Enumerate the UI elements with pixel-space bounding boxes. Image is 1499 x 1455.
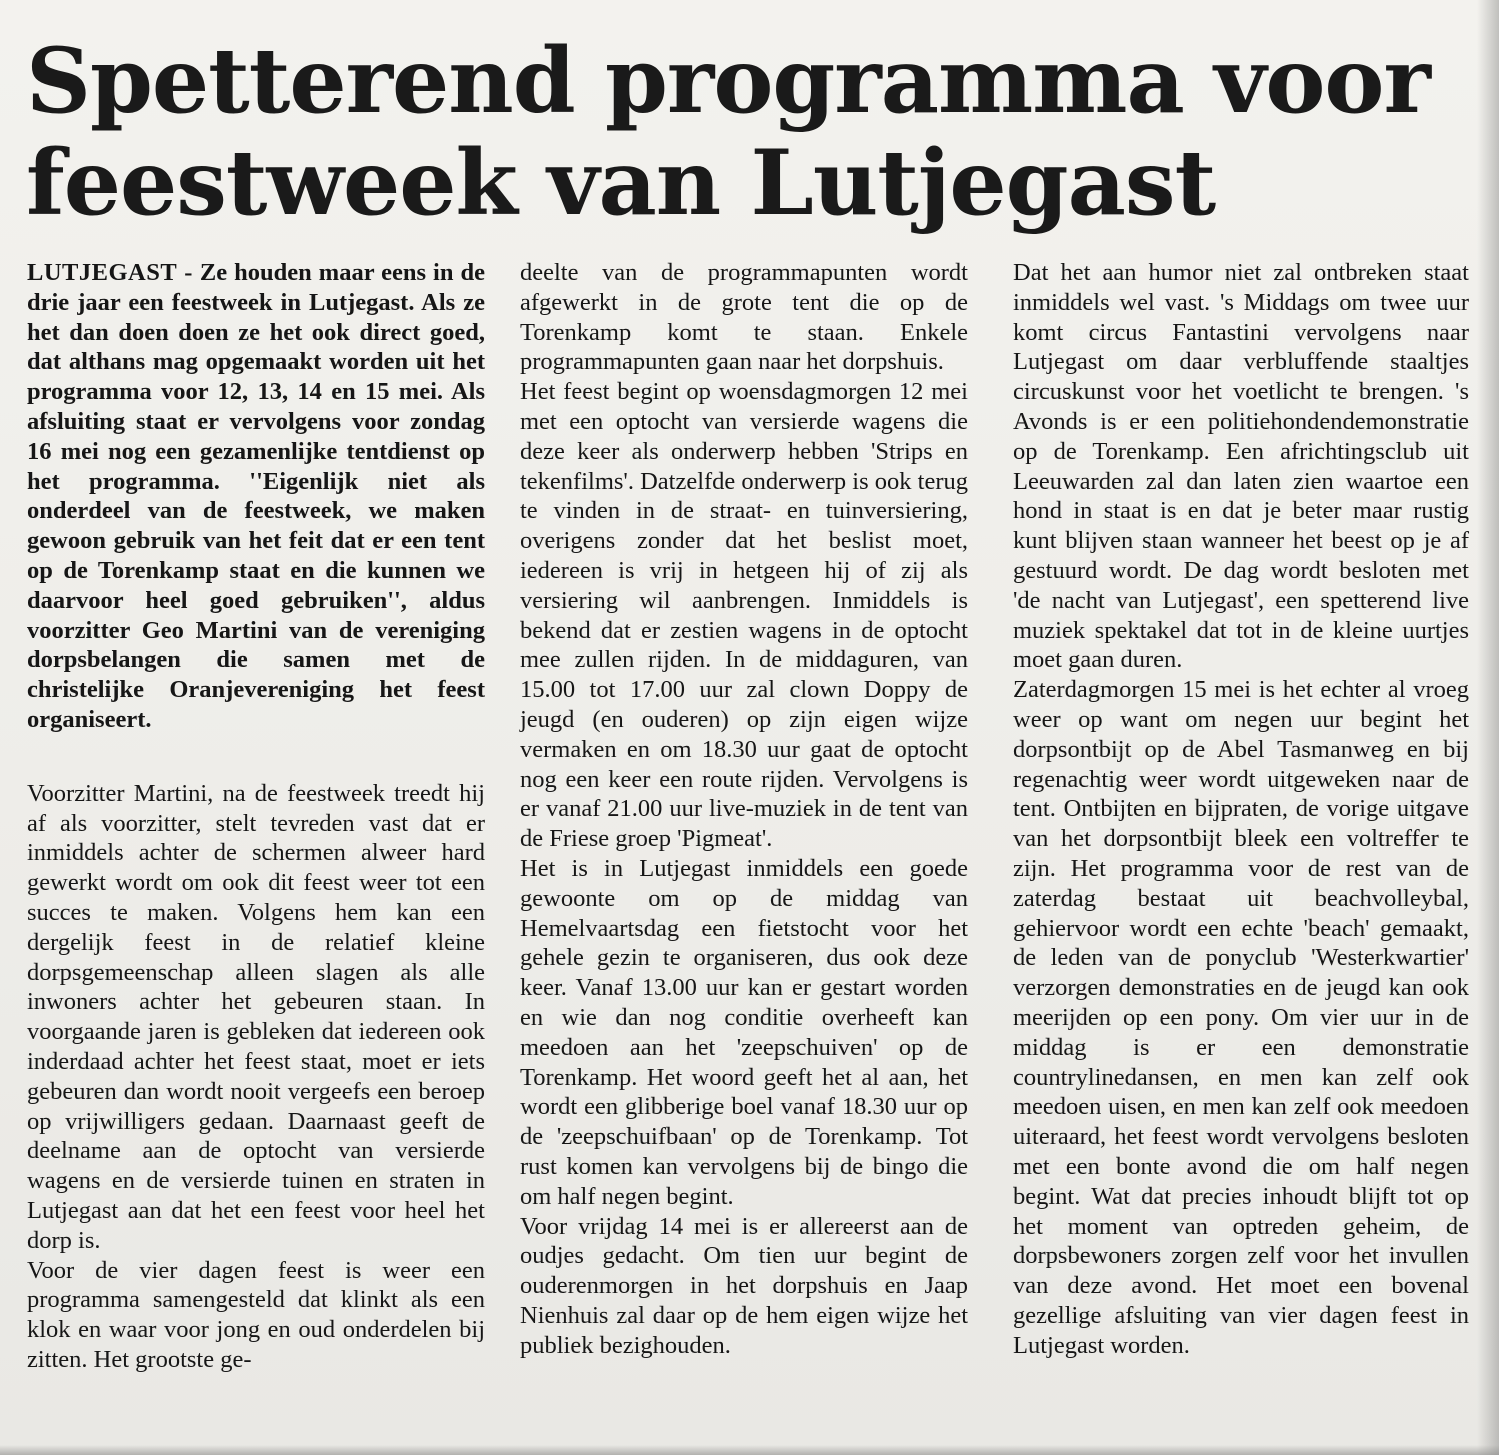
headline-line-1: Spetterend programma voor: [26, 28, 1430, 134]
article-column-1: [27, 258, 485, 1375]
article-column-3: [1013, 258, 1469, 1360]
body-paragraph: Het is in Lutjegast inmiddels een goede gewoonte om op de middag van Hemelvaartsdag een fietstocht voor het gehele gezin te organiseren, dus ook deze keer. Vanaf 13.00 uur kan er gestart worden en wie dan nog conditie overheeft kan meedoen aan het 'zeepschuiven' op de Torenkamp. Het woord geeft het al aan, het wordt een glibberige boel vanaf 18.30 uur op de 'zeepschuifbaan' op de Torenkamp. Tot rust komen kan vervolgens bij de bingo die om half negen begint.: [520, 854, 968, 1210]
body-paragraph: Dat het aan humor niet zal ontbreken staat inmiddels wel vast. 's Middags om twee uur komt circus Fantastini vervolgens naar Lutjegast om daar verbluffende staaltjes circuskunst voor het voetlicht te brengen. 's Avonds is er een politiehondendemonstratie op de Torenkamp. Een africhtingsclub uit Leeuwarden zal dan laten zien waartoe een hond in staat is en dat je beter maar rustig kunt blijven staan wanneer het beest op je af gestuurd wordt. De dag wordt besloten met 'de nacht van Lutjegast', een spetterend live muziek spektakel dat tot in de kleine uurtjes moet gaan duren.: [1013, 259, 1469, 674]
clipping-bottom-edge: [0, 1445, 1499, 1455]
headline: [26, 30, 1466, 234]
body-paragraph: Het feest begint op woensdagmorgen 12 mei met een optocht van versierde wagens die deze keer als onderwerp hebben 'Strips en tekenfilms'. Datzelfde onderwerp is ook terug te vinden in de straat- en tuinversiering, overigens zonder dat het beslist moet, iedereen is vrij in hetgeen hij of zij als versiering wil aanbrengen. Inmiddels is bekend dat er zestien wagens in de optocht mee zullen rijden. In de middaguren, van 15.00 tot 17.00 uur zal clown Doppy de jeugd (en ouderen) op zijn eigen wijze vermaken en om 18.30 uur gaat de optocht nog een keer een route rijden. Vervolgens is er vanaf 21.00 uur live-muziek in de tent van de Friese groep 'Pigmeat'.: [520, 378, 968, 853]
body-paragraph: Voor vrijdag 14 mei is er allereerst aan de oudjes gedacht. Om tien uur begint de ouderenmorgen in het dorpshuis en Jaap Nienhuis zal daar op de hem eigen wijze het publiek bezighouden.: [520, 1212, 968, 1359]
article-column-2: [520, 258, 968, 1360]
clipping-right-edge: [1477, 0, 1499, 1455]
headline-line-2: feestweek van Lutjegast: [26, 130, 1216, 236]
dateline: LUTJEGAST -: [27, 259, 193, 286]
lead-paragraph: [27, 258, 485, 735]
body-paragraph: Voorzitter Martini, na de feestweek treedt hij af als voorzitter, stelt tevreden vast dat er inmiddels achter de schermen alweer hard gewerkt wordt om ook dit feest weer tot een succes te maken. Volgens hem kan een dergelijk feest in de relatief kleine dorpsgemeenschap alleen slagen als alle inwoners achter het gebeuren staan. In voorgaande jaren is gebleken dat iedereen ook inderdaad achter het feest staat, moet er iets gebeuren dan wordt nooit vergeefs een beroep op vrijwilligers gedaan. Daarnaast geeft de deelname aan de optocht van versierde wagens en de versierde tuinen en straten in Lutjegast aan dat het een feest voor heel het dorp is.: [27, 779, 485, 1254]
body-paragraph: Voor de vier dagen feest is weer een programma samengesteld dat klinkt als een klok en waar voor jong en oud onderdelen bij zitten. Het grootste ge-: [27, 1256, 485, 1373]
body-paragraph: deelte van de programmapunten wordt afgewerkt in de grote tent die op de Torenkamp komt te staan. Enkele programmapunten gaan naar het dorpshuis.: [520, 259, 968, 376]
lead-text: Ze houden maar eens in de drie jaar een feestweek in Lutjegast. Als ze het dan doen doen ze het ook direct goed, dat althans mag opgemaakt worden uit het programma voor 12, 13, 14 en 15 mei. Als afsluiting staat er vervolgens voor zondag 16 mei nog een gezamenlijke tentdienst op het programma. ''Eigenlijk niet als onderdeel van de feestweek, we maken gewoon gebruik van het feit dat er een tent op de Torenkamp staat en die kunnen we daarvoor heel goed gebruiken'', aldus voorzitter Geo Martini van de vereniging dorpsbelangen die samen met de christelijke Oranjevereniging het feest organiseert.: [27, 259, 485, 733]
body-paragraph: Zaterdagmorgen 15 mei is het echter al vroeg weer op want om negen uur begint het dorpsontbijt op de Abel Tasmanweg en bij regenachtig weer wordt uitgeweken naar de tent. Ontbijten en bijpraten, de vorige uitgave van het dorpsontbijt bleek een voltreffer te zijn. Het programma voor de rest van de zaterdag bestaat uit beachvolleybal, gehiervoor wordt een echte 'beach' gemaakt, de leden van de ponyclub 'Westerkwartier' verzorgen demonstraties en de jeugd kan ook meerijden op een pony. Om vier uur in de middag is er een demonstratie countrylinedansen, en men kan zelf ook meedoen uisen, en men kan zelf ook meedoen uiteraard, het feest wordt vervolgens besloten met een bonte avond die om half negen begint. Wat dat precies inhoudt blijft tot op het moment van optreden geheim, de dorpsbewoners zorgen zelf voor het invullen van deze avond. Het moet een bovenal gezellige afsluiting van vier dagen feest in Lutjegast worden.: [1013, 676, 1469, 1359]
